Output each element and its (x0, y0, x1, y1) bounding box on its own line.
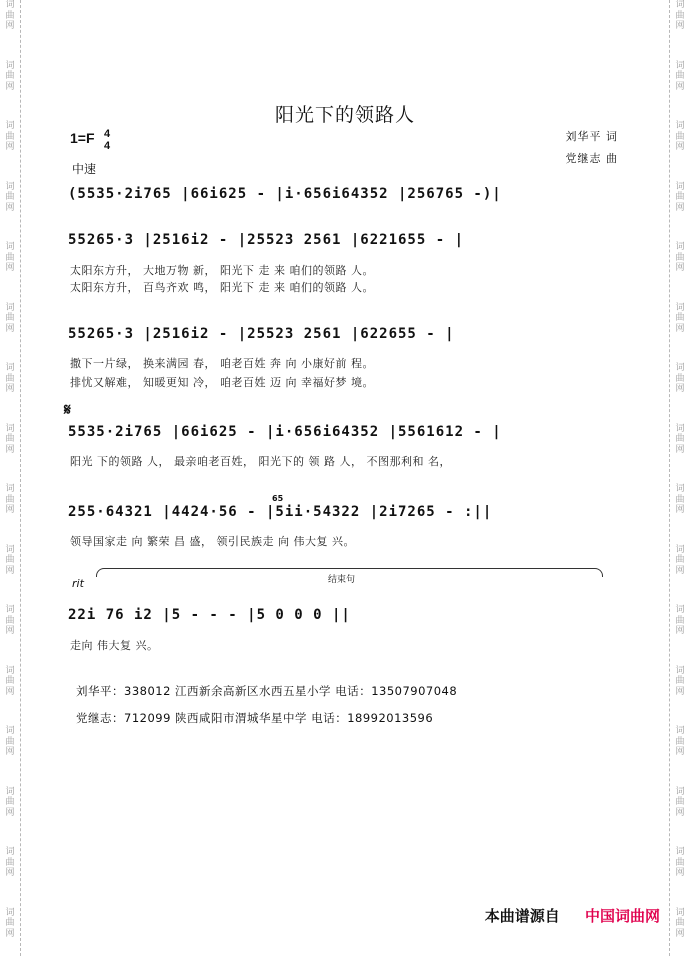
watermark-block: 词 曲 网 (675, 605, 685, 636)
notation-row: (5535·2i765 |66i625 - |i·656i64352 |256765 -)| (68, 186, 502, 202)
watermark-block: 词 曲 网 (5, 0, 15, 31)
watermark-block: 词 曲 网 (5, 181, 15, 213)
watermark-block: 词 曲 网 (675, 665, 685, 697)
lyric-line: 撒下一片绿， 换来满园 春， 咱老百姓 奔 向 小康好前 程。 (70, 357, 374, 370)
lyric-line: 太阳东方升， 大地万物 新， 阳光下 走 来 咱们的领路 人。 (70, 264, 374, 277)
source-site-link[interactable]: 中国词曲网 (584, 907, 660, 925)
watermark-block: 词 曲 网 (5, 242, 15, 273)
watermark-left (3, 0, 17, 956)
watermark-block: 词 曲 网 (5, 484, 15, 515)
watermark-block: 词 曲 网 (5, 726, 15, 757)
song-title: 阳光下的领路人 (274, 104, 415, 126)
lyric-line: 排忧又解难， 知暖更知 冷， 咱老百姓 迈 向 幸福好梦 境。 (70, 376, 374, 389)
notation-row: 55265·3 |2516i2 - |25523 2561 |622655 - | (68, 326, 455, 342)
watermark-block: 词 曲 网 (675, 121, 685, 152)
time-signature-top: 4 (104, 128, 111, 140)
watermark-block: 词 曲 网 (5, 423, 15, 455)
lyric-line: 阳光 下的领路 人， 最亲咱老百姓， 阳光下的 领 路 人， 不图那利和 名， (70, 455, 451, 468)
ending-label: 结束句 (328, 575, 356, 585)
watermark-block: 词 曲 网 (675, 60, 685, 92)
lyric-line: 走向 伟大复 兴。 (70, 639, 159, 652)
watermark-block: 词 曲 网 (675, 302, 685, 334)
watermark-block: 词 曲 网 (5, 60, 15, 92)
watermark-block: 词 曲 网 (675, 544, 685, 576)
contact-line: 党继志：712099 陕西咸阳市渭城华星中学 电话：18992013596 (76, 711, 434, 725)
notation-row: 22i 76 i2 |5 - - - |5 0 0 0 || (68, 607, 351, 623)
watermark-block: 词 曲 网 (675, 242, 685, 273)
watermark-right (673, 0, 687, 956)
source-footer (485, 905, 660, 926)
notation-row: 55265·3 |2516i2 - |25523 2561 |6221655 - | (68, 232, 465, 248)
watermark-block: 词 曲 网 (5, 847, 15, 878)
watermark-block: 词 曲 网 (5, 605, 15, 636)
watermark-block: 词 曲 网 (675, 726, 685, 757)
watermark-block: 词 曲 网 (675, 907, 685, 939)
grace-notes: 65 (272, 494, 284, 503)
notation-row: 255·64321 |4424·56 - |5ii·54322 |2i7265 - :|| (68, 504, 493, 520)
ritardando-marking: rit (72, 577, 84, 590)
watermark-block: 词 曲 网 (5, 121, 15, 152)
watermark-block: 词 曲 网 (675, 0, 685, 31)
time-signature (104, 128, 110, 152)
watermark-block: 词 曲 网 (5, 786, 15, 818)
watermark-block: 词 曲 网 (675, 847, 685, 878)
segno-sign: 𝄋 (64, 400, 71, 419)
watermark-block: 词 曲 网 (5, 665, 15, 697)
watermark-block: 词 曲 网 (675, 423, 685, 455)
key-signature: 1=F (70, 130, 95, 146)
watermark-block: 词 曲 网 (5, 907, 15, 939)
watermark-block: 词 曲 网 (675, 363, 685, 394)
composer-credit: 党继志 曲 (565, 152, 618, 165)
watermark-block: 词 曲 网 (675, 786, 685, 818)
lyricist-credit: 刘华平 词 (565, 130, 618, 143)
source-label: 本曲谱源自 (484, 907, 560, 925)
notation-row: 5535·2i765 |66i625 - |i·656i64352 |5561612 - | (68, 424, 502, 440)
watermark-block: 词 曲 网 (675, 484, 685, 515)
time-signature-bottom: 4 (104, 140, 111, 152)
watermark-block: 词 曲 网 (5, 302, 15, 334)
lyric-line: 太阳东方升， 百鸟齐欢 鸣， 阳光下 走 来 咱们的领路 人。 (70, 281, 374, 294)
contact-line: 刘华平：338012 江西新余高新区水西五星小学 电话：13507907048 (76, 684, 458, 698)
tempo-marking: 中速 (72, 162, 97, 176)
watermark-block: 词 曲 网 (675, 181, 685, 213)
lyric-line: 领导国家走 向 繁荣 昌 盛， 领引民族走 向 伟大复 兴。 (70, 535, 355, 548)
watermark-block: 词 曲 网 (5, 363, 15, 394)
watermark-block: 词 曲 网 (5, 544, 15, 576)
